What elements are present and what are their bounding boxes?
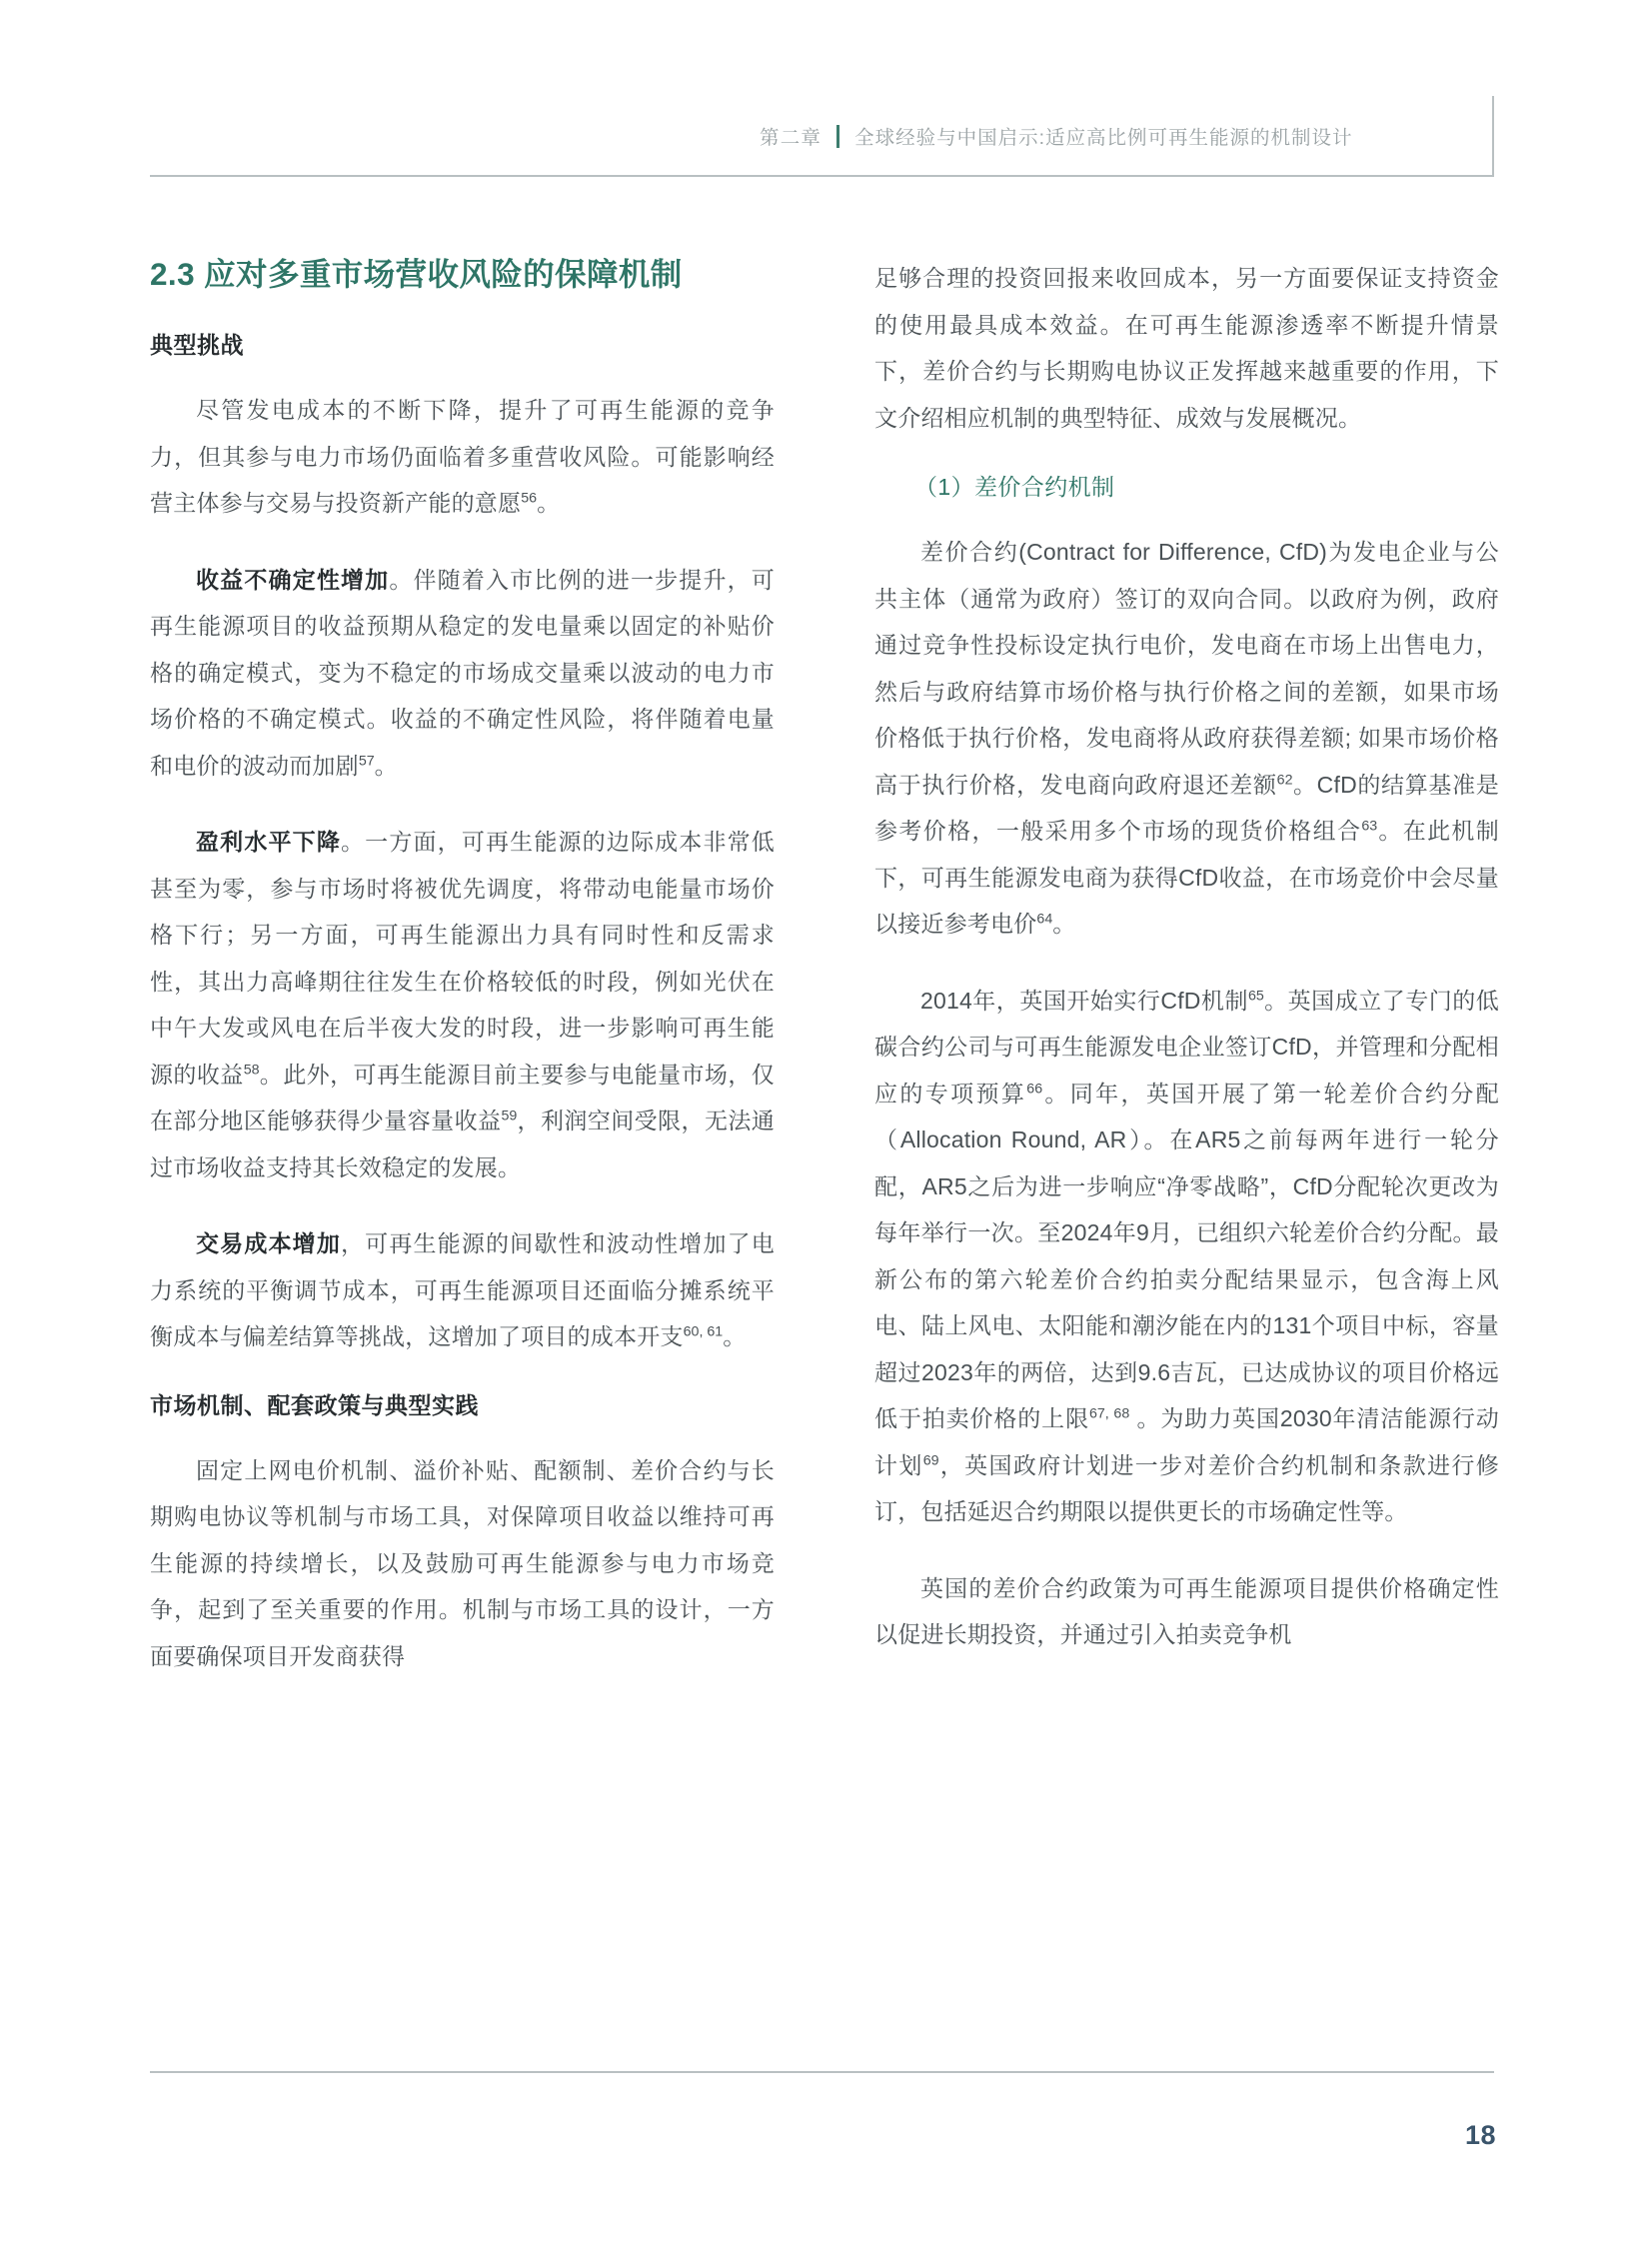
footnote-ref-65: 65 [1247, 988, 1264, 1005]
footnote-ref-59: 59 [501, 1108, 518, 1124]
paragraph-text: 。伴随着入市比例的进一步提升，可再生能源项目的收益预期从稳定的发电量乘以固定的补贴价格的确定模式，变为不稳定的市场成交量乘以波动的电力市场价格的不确定模式。收益的不确定性风险，将伴随着电量和电价的波动而加剧 [150, 566, 775, 779]
footnote-ref-57: 57 [358, 753, 375, 770]
subheading-market-mechanisms: 市场机制、配套政策与典型实践 [150, 1391, 479, 1418]
footnote-ref-66: 66 [1026, 1081, 1043, 1098]
section-heading-2-3: 2.3 应对多重市场营收风险的保障机制 [150, 256, 683, 292]
body-columns [150, 255, 1499, 1679]
page-header [0, 0, 1652, 200]
header-breadcrumb [760, 122, 1353, 150]
paragraph-text-c: 。同年，英国开展了第一轮差价合约分配（Allocation Round, AR）。在AR5之前每两年进行一轮分配，AR5之后为进一步响应“净零战略”，CfD分配轮次更改为每年举行一次。至2024年9月，已组织六轮差价合约分配。最新公布的第六轮差价合约拍卖分配结果显示，包含海上风电、陆上风电、太阳能和潮汐能在内的131个项目中标，容量超过2023年的两倍，达到9.6吉瓦，已达成协议的项目价格远低于拍卖价格的上限 [874, 1080, 1500, 1432]
footnote-ref-58: 58 [243, 1062, 260, 1079]
paragraph-profitability-decline [150, 819, 775, 1190]
paragraph-tail: 。 [723, 1323, 747, 1350]
paragraph-text: ，可再生能源的间歇性和波动性增加了电力系统的平衡调节成本，可再生能源项目还面临分摊系统平衡成本与偏差结算等挑战，这增加了项目的成本开支 [150, 1230, 775, 1350]
header-vertical-rule [1492, 96, 1494, 177]
header-horizontal-rule [150, 175, 1494, 177]
footnote-ref-64: 64 [1036, 911, 1053, 928]
right-column [874, 255, 1499, 1679]
paragraph-lead-in: 盈利水平下降 [196, 829, 341, 856]
paragraph-text-c: ，利润空间受限，无法通过市场收益支持其长效稳定的发展。 [150, 1108, 776, 1180]
paragraph-revenue-uncertainty [150, 557, 775, 790]
header-chapter-label: 第二章 [760, 127, 823, 149]
paragraph-text-a: 差价合约(Contract for Difference, CfD)为发电企业与公共主体（通常为政府）签订的双向合同。以政府为例，政府通过竞争性投标设定执行电价，发电商在市场上出售电力，然后与政府结算市场价格与执行价格之间的差额，如果市场价格低于执行价格，发电商将从政府获得差额; 如果市场价格高于执行价格，发电商向政府退还差额 [874, 539, 1499, 798]
paragraph-transaction-cost [150, 1220, 775, 1360]
paragraph-text-c: 。在此机制下，可再生能源发电商为获得CfD收益，在市场竞价中会尽量以接近参考电价 [874, 818, 1500, 938]
footnote-ref-67-68: 67, 68 [1088, 1405, 1130, 1422]
paragraph-tail: 。 [1052, 911, 1076, 938]
paragraph-mechanisms-intro: 固定上网电价机制、溢价补贴、配额制、差价合约与长期购电协议等机制与市场工具，对保障项目收益以维持可再生能源的持续增长，以及鼓励可再生能源参与电力市场竞争，起到了至关重要的作用。机制与市场工具的设计，一方面要确保项目开发商获得 [150, 1456, 775, 1669]
footnote-ref-69: 69 [922, 1452, 939, 1469]
footnote-ref-62: 62 [1276, 772, 1293, 789]
paragraph-lead-in: 交易成本增加 [196, 1230, 341, 1257]
left-column [150, 255, 775, 1679]
paragraph-uk-cfd-history [874, 978, 1499, 1535]
paragraph-cfd-definition [874, 529, 1499, 948]
paragraph-challenges-intro [150, 387, 775, 527]
paragraph-text-b: 。英国成立了专门的低碳合约公司与可再生能源发电企业签订CfD，并管理和分配相应的专项预算 [874, 987, 1499, 1107]
paragraph-continuation: 足够合理的投资回报来收回成本，另一方面要保证支持资金的使用最具成本效益。在可再生能源渗透率不断提升情景下，差价合约与长期购电协议正发挥越来越重要的作用，下文介绍相应机制的典型特征、成效与发展概况。 [874, 265, 1499, 431]
paragraph-text-b: 。CfD的结算基准是参考价格，一般采用多个市场的现货价格组合 [874, 771, 1499, 845]
paragraph-uk-cfd-policy-effect: 英国的差价合约政策为可再生能源项目提供价格确定性以促进长期投资，并通过引入拍卖竞争机 [874, 1574, 1499, 1648]
page-number: 18 [1464, 2120, 1496, 2150]
subheading-typical-challenges: 典型挑战 [150, 332, 244, 359]
header-chapter-title: 全球经验与中国启示:适应高比例可再生能源的机制设计 [854, 127, 1353, 149]
footnote-ref-63: 63 [1361, 818, 1378, 835]
paragraph-text-e: ，英国政府计划进一步对差价合约机制和条款进行修订，包括延迟合约期限以提供更长的市场确定性等。 [874, 1451, 1499, 1525]
paragraph-text-a: 2014年，英国开始实行CfD机制 [920, 987, 1248, 1014]
footnote-ref-56: 56 [521, 490, 538, 507]
paragraph-tail: 。 [537, 490, 561, 517]
paragraph-text-d: 。为助力英国2030年清洁能源行动计划 [874, 1405, 1499, 1478]
paragraph-text-b: 。此外，可再生能源目前主要参与电能量市场，仅在部分地区能够获得少量容量收益 [150, 1061, 775, 1134]
subsection-heading-cfd: （1）差价合约机制 [914, 474, 1115, 500]
paragraph-text: 尽管发电成本的不断下降，提升了可再生能源的竞争力，但其参与电力市场仍面临着多重营收风险。可能影响经营主体参与交易与投资新产能的意愿 [150, 397, 775, 517]
paragraph-lead-in: 收益不确定性增加 [196, 566, 390, 593]
paragraph-tail: 。 [374, 752, 398, 779]
footnote-ref-60-61: 60, 61 [683, 1323, 724, 1340]
paragraph-text-a: 。一方面，可再生能源的边际成本非常低甚至为零，参与市场时将被优先调度，将带动电能量市场价格下行；另一方面，可再生能源出力具有同时性和反需求性，其出力高峰期往往发生在价格较低的时段，例如光伏在中午大发或风电在后半夜大发的时段，进一步影响可再生能源的收益 [150, 829, 775, 1088]
header-separator-bar [836, 125, 839, 148]
footer-horizontal-rule [150, 2071, 1494, 2073]
